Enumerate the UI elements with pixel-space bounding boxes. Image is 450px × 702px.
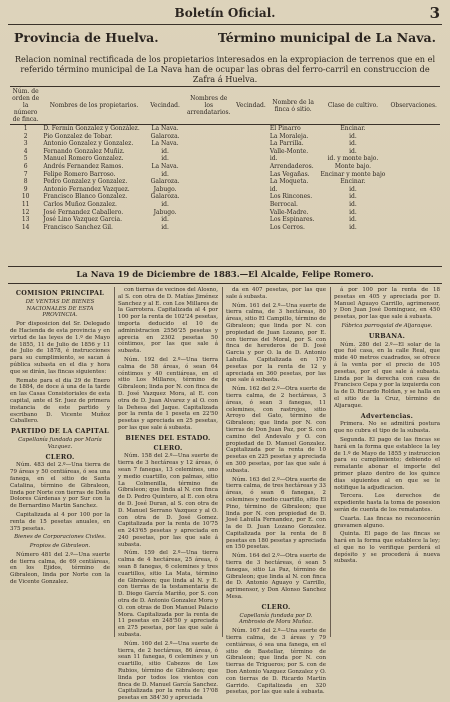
- table-cell: 14: [21, 223, 30, 231]
- table-cell: [234, 216, 268, 224]
- table-cell: [387, 178, 440, 186]
- table-row: [10, 155, 440, 163]
- table-cell: Los Espinares.: [269, 216, 315, 224]
- paragraph: Núm. 158 del 2.º—Una suerte de tierra de 3 hectáreas y 12 áreas, ó sean 7 fanegas, 13 celemines, uno y medio cuartillo, con palmas, sitio La Colmenilla, término de Gibraleon; que linda al N. con finca de D. Pedro Quintero, al E. con otra de D. José Duran, al S. con otra de D. Manuel Serrano Vazquez y al O. con otra de D. José Gomez. Capitalizada por la renta de 10'75 en 243'65 pesetas y apreciada en 240 pesetas, por las que sale á subasta.: [118, 453, 218, 548]
- section-subheading: Fábrica parroquial de Aljaraque.: [341, 322, 433, 329]
- table-cell: [183, 163, 234, 171]
- table-cell: 10: [21, 193, 30, 201]
- table-header-row: [10, 87, 440, 125]
- table-cell: 5: [23, 155, 28, 163]
- commission-heading: COMISION PRINCIPAL: [15, 289, 105, 297]
- paragraph: Capitalizada al 4 por 100 por la renta de 15 pesetas anuales, en 375 pesetas.: [10, 511, 110, 532]
- table-cell: Jabugo.: [153, 208, 177, 216]
- table-cell: Francisco Blanco Gonzalez.: [43, 193, 128, 201]
- table-cell: Felipe Romero Barroso.: [43, 170, 116, 178]
- table-row: [10, 216, 440, 224]
- page-number: 3: [429, 4, 440, 22]
- table-cell: La Parrilla.: [269, 140, 304, 148]
- column-divider: [114, 287, 115, 637]
- table-cell: Galaroza.: [150, 132, 180, 140]
- text-column-2: [118, 287, 218, 702]
- table-cell: Monte bajo.: [334, 162, 372, 170]
- table-cell: [387, 140, 440, 148]
- table-row: [10, 201, 440, 209]
- table-cell: id.: [349, 223, 357, 231]
- table-cell: 6: [23, 162, 28, 170]
- table-cell: [387, 209, 440, 217]
- table-cell: José Lino Vazquez Garcia.: [43, 216, 123, 224]
- table-row: [10, 171, 440, 179]
- paragraph: Núm. 192 del 2.º—Una tierra calma de 58 áreas, ó sean 64 céntimos y 40 centiáreas, en el sitio Los Millares, término de Gibraleon; linda por N. con finca de D. José Vazquez Mora, al E. con otra de D. Juan Alvarez y al O. con la Dehesa del Jaque. Capitalizada por la renta de 1 peseta en 22'50 pesetas y apreciada en 25 pesetas, por las que sale á subasta.: [118, 356, 218, 431]
- table-cell: [183, 186, 234, 194]
- table-cell: Carlos Muñoz Gonzalez.: [43, 200, 117, 208]
- col-residence: Vecindad.: [147, 87, 184, 125]
- table-cell: id.: [161, 155, 169, 163]
- col-tenants: Nombres de los arrendatarios.: [183, 87, 234, 125]
- table-cell: [234, 201, 268, 209]
- table-cell: [183, 171, 234, 179]
- table-cell: El Pinarro: [269, 125, 301, 132]
- section-heading: CLERO.: [261, 602, 291, 611]
- column-divider: [330, 287, 331, 637]
- table-cell: [234, 224, 268, 232]
- table-cell: Encinar.: [340, 125, 366, 132]
- table-row: [10, 148, 440, 156]
- table-cell: [387, 201, 440, 209]
- gazette-title: Boletín Oficial.: [174, 6, 276, 20]
- col-owners: Nombres de los propietarios.: [41, 87, 146, 125]
- table-cell: 11: [21, 200, 30, 208]
- paragraph: Segunda. El pago de las fincas se hará en la forma que establece la ley de 1.º de Mayo de 1855 y instruccion para su cumplimiento; debiendo el rematante abonar el importe del primer plazo dentro de los quince dias siguientes al en que se le notifique la adjudicacion.: [334, 436, 440, 491]
- paragraph: Núm. 483 del 2.º—Una tierra de 79 áreas y 50 centiáreas, ó sea una fanega, en el sitio de Santa Catalina, término de Gibraleon, linda por Norte con tierras de Doña Dolores Cárdenas y por Sur con la de Bernardino Martin Sanchez.: [10, 462, 110, 510]
- section-heading: URBANA.: [368, 331, 406, 340]
- section-heading: CLERO.: [45, 452, 75, 461]
- paragraph: Tercera. Los derechos de expediente hasta la toma de posesion serán de cuenta de los rematantes.: [334, 493, 440, 513]
- section-heading: BIENES DEL ESTADO.: [125, 433, 211, 442]
- paragraph: á por 100 por la renta de 18 pesetas en 405 y apreciada por D. Manuel Aguayo Carrillo, agrimensor, y Don Juan José Dominguez, en 450 pesetas, por las que sale á subasta.: [334, 287, 440, 321]
- table-cell: Encinar y monte bajo: [320, 170, 386, 178]
- paragraph: Núm. 162 del 2.º—Otra suerte de tierra calma, de 2 hectáreas, 3 áreas, ó sean 3 fanegas, 11 celemines, con rastrojos, sitio Arroyo del Gato, término de Gibraleon; que linda por N. con tierras de Don Juan Paz, por S. con camino del Andevalo y O. con propiedad de D. Manuel Gonzalez. Capitalizada por la renta de 10 pesetas en 225 pesetas y apreciada en 300 pesetas, por las que sale á subasta.: [226, 386, 326, 474]
- table-cell: id.: [269, 155, 278, 163]
- table-cell: [387, 155, 440, 163]
- signature-line: La Nava 19 de Diciembre de 1883.—El Alcalde, Felipe Romero.: [76, 270, 374, 280]
- table-cell: [234, 148, 268, 156]
- paragraph: con tierras de vecinos del Alosno, al S. con otra de D. Matías Jiménez Sanchez y al E. con Los Millares de la Garrotera. Capitalizada al 4 por 100 por la renta de 102'24 pesetas, importa deducido el 10 de administracion 2556'25 pesetas y aprecia en 2302 pesetas 50 céntimos, por las que sale á subasta.: [118, 287, 218, 355]
- table-cell: Arrendaderos.: [269, 162, 314, 170]
- table-bottom-rule: [8, 266, 442, 267]
- table-cell: [387, 216, 440, 224]
- table-cell: Antonio Gonzalez y Gonzalez.: [43, 140, 134, 148]
- table-cell: Los Cerros.: [269, 223, 305, 231]
- table-cell: 8: [23, 178, 28, 186]
- paragraph: Núm. 280 del 2.º—El solar de la que fué casa, en la calle Real, que mide 40 metros cuadrados, se ofrece á la venta por el precio de 105 pesetas, por el que sale á subasta. Linda por la derecha con casa de Francisco Cepa y por la izquierda con la de D. Ricardo Roldan, y se halla en el sitio de la Cruz, término de Aljaraque.: [334, 341, 440, 409]
- table-cell: id.: [161, 170, 169, 178]
- table-cell: [234, 163, 268, 171]
- table-cell: [234, 155, 268, 163]
- table-cell: Valle-Madre.: [269, 208, 309, 216]
- section-heading: Advertencias.: [360, 411, 414, 420]
- section-heading: CLERO.: [153, 443, 183, 452]
- paragraph: Núm. 159 del 2.º—Una tierra calma de 4 hectáreas, 25 áreas, ó sean 8 fanegas, 6 celemines y tres cuartillos, sitio La Mata, término de Gibraleon; que linda al N. y E. con tierras de la testamentaria de D. Diego García Mariño, por S. con otra de D. Antonio Gonzalez Mora y O. con otras de Don Manuel Palacio Mora. Capitalizada por la renta de 11 pesetas en 248'50 y apreciada en 275 pesetas, por las que sale á subasta.: [118, 550, 218, 639]
- table-cell: Valle-Monte.: [269, 147, 309, 155]
- table-cell: [183, 148, 234, 156]
- table-cell: 12: [21, 208, 30, 216]
- table-cell: [183, 209, 234, 217]
- table-cell: [234, 140, 268, 148]
- table-cell: id.: [349, 147, 357, 155]
- table-cell: Fernando Gonzalez Muñiz.: [43, 147, 125, 155]
- paragraph: Núm. 164 del 2.º—Otra suerte de tierra de 3 hectáreas, ó sean 5 fanegas, sitio La Paz, término de Gibraleon; que linda al N. con finca de D. Antonio Aguayo y Carrillo, agrimensor, y Don Alonso Sanchez Mesa.: [226, 553, 326, 601]
- table-row: [10, 193, 440, 201]
- table-cell: 9: [23, 185, 28, 193]
- table-cell: [387, 193, 440, 201]
- table-cell: José Fernandez Caballero.: [43, 208, 124, 216]
- table-cell: [183, 216, 234, 224]
- paragraph: da en 407 pesetas, por las que sale á subasta.: [226, 287, 326, 300]
- table-cell: [234, 209, 268, 217]
- table-row: [10, 178, 440, 186]
- table-cell: id.: [349, 185, 357, 193]
- table-cell: Galaroza.: [150, 178, 180, 186]
- table-cell: id.: [349, 193, 357, 201]
- table-cell: Andrés Fernandez Ramos.: [43, 162, 124, 170]
- paragraph: Por disposicion del Sr. Delegado de Hacienda de esta provincia y en virtud de las leyes de 1.º de Mayo de 1855, 11 de Julio de 1856 y 11 de Julio de 1878, é instrucciones para su cumplimiento, se sacan á pública subasta en el dia y hora que se dirán, las fincas siguientes:: [10, 321, 110, 375]
- table-cell: D. Fermin Gonzalez y González.: [43, 125, 140, 132]
- text-column-3: [226, 287, 326, 696]
- table-cell: [183, 193, 234, 201]
- table-row: [10, 133, 440, 141]
- table-cell: 2: [23, 132, 28, 140]
- table-row: [10, 163, 440, 171]
- table-cell: Encinar.: [340, 178, 366, 186]
- table-cell: Pedro Gonzalez y Gonzalez.: [43, 178, 128, 186]
- expropriation-table: [10, 86, 440, 231]
- table-cell: id. y monte bajo.: [327, 155, 379, 163]
- table-cell: Jabugo.: [153, 185, 177, 193]
- text-column-4: [334, 287, 440, 637]
- header-rule: [8, 24, 442, 25]
- table-cell: id.: [349, 140, 357, 148]
- table-cell: [183, 133, 234, 141]
- table-row: [10, 125, 440, 133]
- table-cell: La Nava.: [151, 162, 179, 170]
- table-cell: [234, 133, 268, 141]
- table-cell: id.: [349, 200, 357, 208]
- section-subheading: Bienes de Corporaciones Civiles.: [14, 534, 106, 541]
- paragraph: Núm. 163 del 2.º—Otra suerte de tierra calma, de tres hectáreas y 33 áreas, ó sean 6 fanegas, 2 celemines y medio cuartillo, sitio El Pino, término de Gibraleon; que linda por N. con propiedad de D. José Lahulla Fernandez, por E. con la de D. Juan Lozano Gonzalez. Capitalizada por la renta de 8 pesetas en 180 pesetas y apreciada en 150 pesetas.: [226, 476, 326, 551]
- table-cell: [234, 178, 268, 186]
- table-cell: [387, 148, 440, 156]
- text-column-1: [10, 287, 110, 637]
- table-cell: [387, 125, 440, 133]
- table-cell: id.: [161, 200, 169, 208]
- table-cell: id.: [349, 208, 357, 216]
- table-cell: 13: [21, 216, 30, 224]
- section-heading: PARTIDO DE LA CAPITAL: [11, 427, 109, 436]
- col-observations: Observaciones.: [387, 87, 440, 125]
- section-subheading: Propios de Gibraleon.: [29, 543, 91, 550]
- section-subheading: Capellanía fundada por María Vazquez.: [18, 436, 102, 450]
- table-cell: [387, 186, 440, 194]
- paragraph: Núm. 160 del 2.º—Una suerte de tierra, de 2 hectáreas, 86 áreas, ó sean 11 fanegas, 6 celemines y un cuartillo, sitio Cabezos de Los Rubios, término de Gibraleon; que linda por todos los vientos con finca de D. Manuel García Sanchez. Capitalizada por la renta de 17'08 pesetas en 384'30 y apreciada: [118, 640, 218, 702]
- table-cell: [183, 201, 234, 209]
- table-cell: [387, 171, 440, 179]
- table-cell: [234, 186, 268, 194]
- col-cultivation: Clase de cultivo.: [318, 87, 387, 125]
- table-cell: [234, 193, 268, 201]
- paragraph: Número 481 del 2.º—Una suerte de tierra calma, de 69 centiáreas, en los Ejidos, término de Gibraleon, linda por Norte con la de Vicente Gonzalez.: [10, 551, 110, 586]
- col-order: Núm. de orden de la número de finca.: [10, 87, 41, 125]
- paragraph: Remate para el dia 29 de Enero de 1884, de doce á una de la tarde en las Casas Consistoriales de esta capital, ante el Sr. Juez de primera instancia de este partido y escribano D. Vicente Muñoz Caballero.: [10, 377, 110, 425]
- table-cell: La Moraleja.: [269, 132, 309, 140]
- paragraph: Quinta. El pago de las fincas se hará en la forma que establece la ley; el que no lo verifique perderá el depósito y se procederá á nueva subasta.: [334, 531, 440, 565]
- table-row: [10, 186, 440, 194]
- page-header: [8, 6, 442, 24]
- table-cell: [387, 133, 440, 141]
- table-cell: 7: [23, 170, 28, 178]
- paragraph: Núm. 167 del 2.º—Una suerte de tierra calma, de 3 áreas y 79 centiáreas, ó sea una fanega, en el sitio de Bastellar, término de Gibraleon; que linda por N. con tierras de Trigueros; por S. con de Don Antonio Vazquez Gonzalez y O. con tierras de D. Ricardo Martin Garrido. Capitalizada en 320 pesetas, por las que sale á subasta.: [226, 628, 326, 696]
- table-cell: [183, 224, 234, 232]
- table-cell: [387, 163, 440, 171]
- province-heading: Provincia de Huelva.: [14, 30, 159, 45]
- col-tenant-residence: Vecindad.: [234, 87, 268, 125]
- table-cell: Pio Gonzalez de Tobar.: [43, 132, 113, 140]
- table-cell: Antonio Fernandez Vazquez.: [43, 185, 130, 193]
- table-cell: [183, 140, 234, 148]
- table-cell: 1: [23, 125, 28, 132]
- table-cell: id.: [349, 216, 357, 224]
- table-cell: id.: [161, 216, 169, 224]
- col-farm-name: Nombre de la finca ó sitio.: [268, 87, 319, 125]
- section-subheading: Capellanía fundada por D. Ambrosio de Mora Muñoz.: [238, 612, 314, 626]
- table-body: [10, 125, 440, 232]
- table-cell: Las Vegañas.: [269, 170, 310, 178]
- table-cell: id.: [161, 223, 169, 231]
- table-row: [10, 140, 440, 148]
- table-cell: Francisco Sanchez Gil.: [43, 223, 113, 231]
- table-cell: [234, 171, 268, 179]
- commission-subheading: DE VENTAS DE BIENES NACIONALES DE ESTA PROVINCIA.: [25, 298, 95, 319]
- table-cell: id.: [269, 185, 278, 193]
- table-cell: Los Rincones.: [269, 193, 313, 201]
- intro-paragraph: Relacion nominal rectificada de los propietarios interesados en la expropiacion de terrenos que en el referido término municipal de La Nava han de ocupar las obras del ferro-carril en construccion de Zafra á Huelva.: [14, 54, 436, 84]
- table-row: [10, 209, 440, 217]
- table-cell: [387, 224, 440, 232]
- table-cell: 4: [23, 147, 28, 155]
- table-cell: [234, 125, 268, 133]
- paragraph: Núm. 161 del 2.º—Una suerte de tierra calma, de 3 hectáreas, 80 áreas, sitio El Campillo, término de Gibraleon; que linda por N. con propiedad de Juan Lozano, por E. con tierras del Moral, por S. con finca de herederos de D. José Garcia y por O. la de D. Antonio Lahulla. Capitalizada en 170 pesetas por la renta de 12 y apreciada en 360 pesetas, por las que sale á subasta.: [226, 302, 326, 384]
- table-cell: Galaroza.: [150, 193, 180, 201]
- table-cell: [183, 155, 234, 163]
- table-cell: [183, 125, 234, 133]
- table-cell: id.: [349, 132, 357, 140]
- table-cell: Berrocal.: [269, 200, 298, 208]
- table-row: [10, 224, 440, 232]
- table-cell: La Moqueta.: [269, 178, 309, 186]
- paragraph: Cuarta. Las fincas no reconocerán gravamen alguno.: [334, 515, 440, 529]
- table-cell: La Nava.: [151, 140, 179, 148]
- municipality-heading: Término municipal de La Nava.: [217, 30, 436, 45]
- table-cell: La Nava.: [151, 125, 179, 132]
- table-cell: 3: [23, 140, 28, 148]
- table-cell: [183, 178, 234, 186]
- signature-rule: [8, 283, 442, 284]
- table-cell: id.: [161, 147, 169, 155]
- paragraph: Primera. No se admitirá postura que no cubra el tipo de la subasta.: [334, 421, 440, 435]
- column-divider: [222, 287, 223, 637]
- table-cell: Manuel Romero Gonzalez.: [43, 155, 124, 163]
